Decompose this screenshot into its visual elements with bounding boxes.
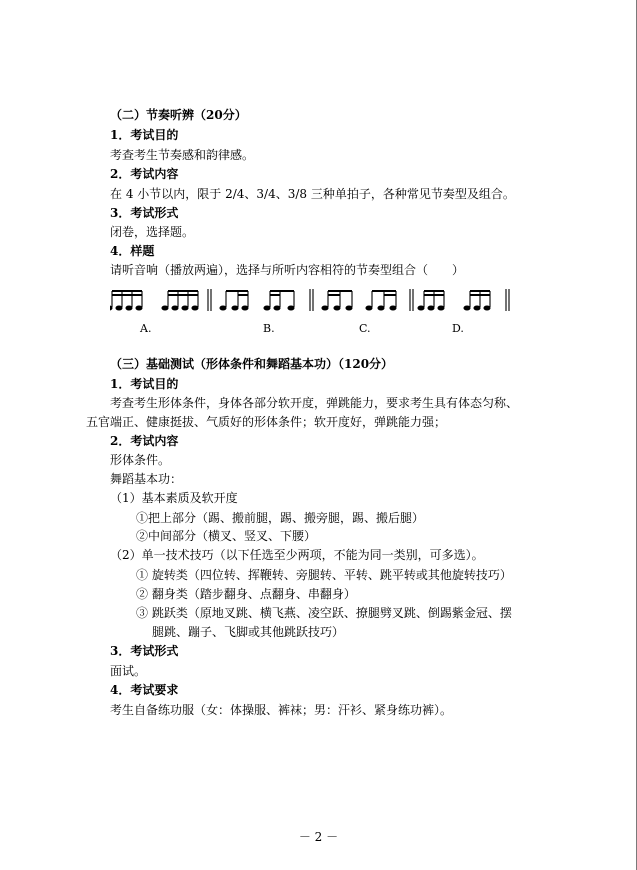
section3-format-text: 面试。 [110, 664, 147, 678]
content-item-1-2: ②中间部分（横叉、竖叉、下腰） [136, 529, 317, 543]
section3-title: （三）基础测试（形体条件和舞蹈基本功）（120分） [110, 357, 394, 371]
section3-purpose-text-2: 五官端正、健康挺拔、气质好的形体条件；软开度好，弹跳能力强； [86, 415, 447, 429]
section2-format-text: 闭卷，选择题。 [110, 225, 195, 239]
section3-heading-content: 2．考试内容 [110, 434, 179, 448]
section3-heading-purpose: 1．考试目的 [110, 377, 179, 391]
section2-content-text: 在 4 小节以内，限于 2/4、3/4、3/8 三种单拍子，各种常见节奏型及组合。 [110, 187, 515, 201]
content-item-2-1: ① 旋转类（四位转、挥鞭转、旁腿转、平转、跳平转或其他旋转技巧） [136, 568, 512, 582]
content-item-2-2: ② 翻身类（踏步翻身、点翻身、串翻身） [136, 587, 356, 601]
section3-requirements-text: 考生自备练功服（女：体操服、裤袜；男：汗衫、紧身练功裤）。 [110, 703, 453, 717]
rhythm-group-b [220, 289, 313, 311]
section3-heading-requirements: 4．考试要求 [110, 683, 179, 697]
rhythm-notation-figure [110, 285, 530, 317]
section2-heading-sample: 4．样题 [110, 244, 155, 258]
content-dance-skills: 舞蹈基本功： [110, 472, 183, 486]
content-item-1: （1）基本素质及软开度 [110, 491, 238, 505]
page-number: － 2 － [298, 830, 339, 844]
section2-title: （二）节奏听辨（20分） [110, 108, 247, 122]
option-d-label: D. [452, 322, 464, 335]
section2-purpose-text: 考查考生节奏感和韵律感。 [110, 148, 255, 162]
content-item-2: （2）单一技术技巧（以下任选至少两项，不能为同一类别，可多选）。 [110, 548, 484, 562]
section2-heading-format: 3．考试形式 [110, 206, 179, 220]
content-body-condition: 形体条件。 [110, 453, 171, 467]
section3-purpose-text-1: 考查考生形体条件，身体各部分软开度，弹跳能力，要求考生具有体态匀称、 [110, 396, 519, 410]
rhythm-group-d [418, 289, 509, 311]
rhythm-group-a [110, 289, 211, 311]
rhythm-group-c [322, 289, 413, 311]
option-a-label: A. [140, 322, 152, 335]
option-c-label: C. [359, 322, 371, 335]
content-item-2-3-line1: ③ 跳跃类（原地叉跳、横飞燕、凌空跃、撩腿劈叉跳、倒踢紫金冠、摆 [136, 606, 512, 620]
option-b-label: B. [263, 322, 275, 335]
content-item-2-3-line2: 腿跳、蹦子、飞脚或其他跳跃技巧） [152, 625, 345, 639]
section2-sample-question: 请听音响（播放两遍），选择与所听内容相符的节奏型组合（ ） [110, 263, 465, 277]
section2-heading-content: 2．考试内容 [110, 167, 179, 181]
section3-heading-format: 3．考试形式 [110, 644, 179, 658]
content-item-1-1: ①把上部分（踢、搬前腿，踢、搬旁腿，踢、搬后腿） [136, 511, 425, 525]
section2-heading-purpose: 1．考试目的 [110, 128, 179, 142]
